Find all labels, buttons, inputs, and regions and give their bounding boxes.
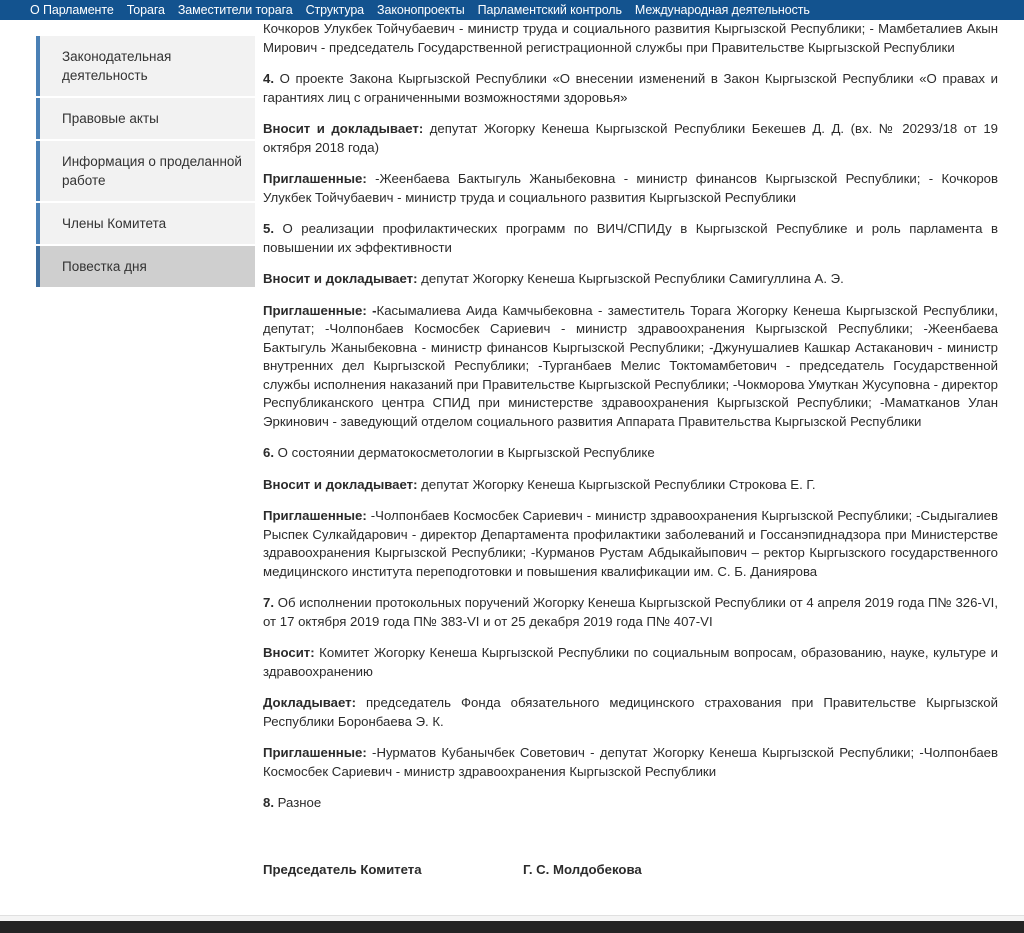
agenda-item-6-invitees (263, 507, 998, 581)
agenda-item-7 (263, 594, 998, 631)
paragraph-lead: Вносит и докладывает: (263, 121, 424, 136)
nav-item-structure[interactable]: Структура (305, 3, 365, 17)
agenda-item-7-submitter (263, 644, 998, 681)
paragraph-text: Комитет Жогорку Кенеша Кыргызской Республики по социальным вопросам, образованию, науке, культуре и здравоохранению (263, 645, 998, 679)
signature-name: Г. С. Молдобекова (523, 861, 642, 877)
sidebar-item-committee-members[interactable]: Члены Комитета (36, 203, 255, 244)
sidebar-item-work-information[interactable]: Информация о проделанной работе (36, 141, 255, 201)
sidebar-item-legal-acts[interactable]: Правовые акты (36, 98, 255, 139)
paragraph-lead: Вносит и докладывает: (263, 476, 418, 492)
paragraph-lead: Приглашенные: (263, 508, 367, 523)
paragraph-text: -Нурматов Кубанычбек Советович - депутат Жогорку Кенеша Кыргызской Республики; -Чолпонбаев Космосбек Сариевич - министр здравоохранения Кыргызской Республики (263, 745, 998, 779)
paragraph-text: депутат Жогорку Кенеша Кыргызской Республики Самигуллина А. Э. (417, 271, 844, 286)
paragraph-text: председатель Фонда обязательного медицинского страхования при Правительстве Кыргызской Республики Боронбаева Э. К. (263, 695, 998, 729)
paragraph-text: депутат Жогорку Кенеша Кыргызской Республики Бекешев Д. Д. (вх. № 20293/18 от 19 октября 2018 года) (263, 121, 999, 155)
paragraph-lead: Приглашенные: - (263, 302, 377, 318)
agenda-item-8 (263, 794, 998, 813)
agenda-item-7-invitees (263, 744, 998, 781)
paragraph-lead: Приглашенные: (263, 171, 367, 186)
agenda-item-7-reporter (263, 694, 998, 731)
paragraph-lead: Приглашенные: (263, 745, 367, 760)
signature-role: Председатель Комитета (263, 861, 422, 877)
nav-item-deputy-toraga[interactable]: Заместители торага (177, 3, 293, 17)
paragraph-text: Касымалиева Аида Камчыбековна - заместитель Торага Жогорку Кенеша Кыргызской Республики, депутат; -Чолпонбаев Космосбек Сариевич - министр здравоохранения Кыргызской Республики; -Жеенбаева Бактыгуль Жаныбековна - министр финансов Кыргызской Республики; -Джунушалиев Кашкар Астаканович - министр внутренних дел Кыргызской Республики; -Турганбаев Мелис Токтомамбетович - председатель Государственной службы исполнения наказаний при Правительстве Кыргызской Республики; -Чокморова Умуткан Жусуповна - директор Республиканского центра СПИД при министерстве здравоохранения Кыргызской Республики; -Маматканов Улан Эркинович - заведующий отделом социального развития Аппарата Правительства Кыргызской Республики (263, 302, 998, 429)
agenda-item-4-presenter (263, 120, 998, 157)
nav-item-draft-laws[interactable]: Законопроекты (377, 3, 465, 17)
agenda-item-4 (263, 70, 998, 107)
paragraph-text: -Жеенбаева Бактыгуль Жаныбековна - министр финансов Кыргызской Республики; - Кочкоров Улукбек Тойчубаевич - министр труда и социального развития Кыргызской Республики (263, 171, 998, 205)
item-number: 5. (263, 221, 274, 236)
nav-item-international-activity[interactable]: Международная деятельность (634, 3, 810, 17)
item-number: 4. (263, 71, 274, 86)
footer-strip (0, 921, 1024, 933)
sidebar-item-legislative-activity[interactable]: Законодательная деятельность (36, 36, 255, 96)
agenda-item-6 (263, 444, 998, 463)
agenda-item-5 (263, 220, 998, 257)
paragraph-continued-invitees (263, 20, 998, 57)
paragraph-lead: Докладывает: (263, 695, 356, 710)
paragraph-text: -Чолпонбаев Космосбек Сариевич - министр здравоохранения Кыргызской Республики; -Сыдыгалиев Рыспек Сулкайдарович - директор Департамента профилактики заболеваний и Госсанэпиднадзора при Министерстве здравоохранения Кыргызской Республики; -Курманов Рустам Абдыкайыпович – ректор Кыргызского государственного медицинского института переподготовки и повышения квалификации им. С. Б. Даниярова (263, 508, 998, 579)
agenda-item-4-invitees (263, 170, 998, 207)
paragraph-text: О проекте Закона Кыргызской Республики «О внесении изменений в Закон Кыргызской Республики «О правах и гарантиях лиц с ограниченными возможностями здоровья» (263, 71, 998, 105)
paragraph-text: Разное (274, 795, 322, 810)
item-number: 6. (263, 445, 274, 460)
agenda-content (255, 20, 1024, 879)
paragraph-text: О состоянии дерматокосметологии в Кыргызской Республике (274, 445, 655, 460)
paragraph-text: Кочкоров Улукбек Тойчубаевич - министр труда и социального развития Кыргызской Республики; - Мамбеталиев Акын Мирович - председатель Государственной регистрационной службы при Правительстве Кыргызской Республики (263, 21, 998, 55)
agenda-item-6-presenter (263, 476, 998, 495)
paragraph-text: депутат Жогорку Кенеша Кыргызской Республики Строкова Е. Г. (417, 476, 816, 492)
item-number: 8. (263, 795, 274, 810)
agenda-item-5-invitees (263, 302, 998, 432)
signature-block (263, 861, 998, 880)
paragraph-lead: Вносит: (263, 645, 315, 660)
item-number: 7. (263, 595, 274, 610)
main-navigation (0, 0, 1024, 20)
agenda-item-5-presenter (263, 270, 998, 289)
sidebar-item-agenda[interactable]: Повестка дня (36, 246, 255, 287)
paragraph-lead: Вносит и докладывает: (263, 271, 418, 286)
nav-item-toraga[interactable]: Торага (126, 3, 165, 17)
page-body (0, 20, 1024, 879)
sidebar (0, 20, 255, 289)
nav-item-about-parliament[interactable]: О Парламенте (30, 3, 114, 17)
nav-item-parliamentary-control[interactable]: Парламентский контроль (477, 3, 622, 17)
paragraph-text: Об исполнении протокольных поручений Жогорку Кенеша Кыргызской Республики от 4 апреля 2019 года П№ 326-VI, от 17 октября 2019 года П№ 383-VI и от 25 декабря 2019 года П№ 407-VI (263, 595, 998, 629)
paragraph-text: О реализации профилактических программ по ВИЧ/СПИДу в Кыргызской Республике и роль парламента в повышении их эффективности (263, 221, 998, 255)
